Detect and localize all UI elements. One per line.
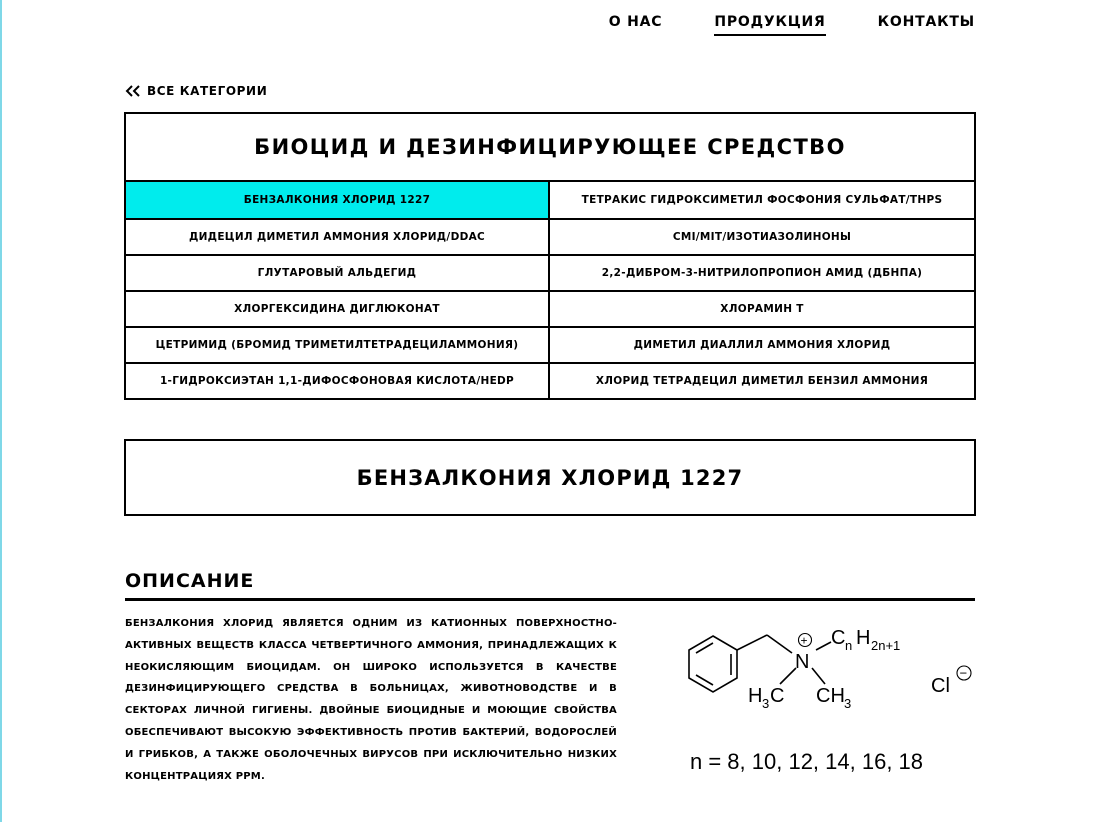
methyl-right: CH <box>816 685 845 707</box>
product-item-dbnpa[interactable]: 2,2-ДИБРОМ-3-НИТРИЛОПРОПИОН АМИД (ДБНПА) <box>550 254 974 290</box>
plus-charge-sign: + <box>800 633 808 648</box>
n-values: n = 8, 10, 12, 14, 16, 18 <box>690 749 924 774</box>
product-item-cmi-mit[interactable]: CMI/MIT/ИЗОТИАЗОЛИНОНЫ <box>550 218 974 254</box>
product-item-chloramine-t[interactable]: ХЛОРАМИН Т <box>550 290 974 326</box>
bonds <box>737 635 831 684</box>
double-chevron-left-icon <box>125 85 141 97</box>
product-item-thps[interactable]: ТЕТРАКИС ГИДРОКСИМЕТИЛ ФОСФОНИЯ СУЛЬФАТ/THPS <box>581 194 943 206</box>
description-text: БЕНЗАЛКОНИЯ ХЛОРИД ЯВЛЯЕТСЯ ОДНИМ ИЗ КАТИОННЫХ ПОВЕРХНОСТНО-АКТИВНЫХ ВЕЩЕСТВ КЛАССА ЧЕТВЕРТИЧНОГО АММОНИЯ, ПРИНАДЛЕЖАЩИХ К НЕОКИСЛЯЮЩИМ БИОЦИДАМ. ОН ШИРОКО ИСПОЛЬЗУЕТСЯ В КАЧЕСТВЕ ДЕЗИНФИЦИРУЮЩЕГО СРЕДСТВА В БОЛЬНИЦАХ, ЖИВОТНОВОДСТВЕ И В СЕКТОРАХ ЛИЧНОЙ ГИГИЕНЫ. ДВОЙНЫЕ БИОЦИДНЫЕ И МОЮЩИЕ СВОЙСТВА ОБЕСПЕЧИВАЮТ ВЫСОКУЮ ЭФФЕКТИВНОСТЬ ПРОТИВ БАКТЕРИЙ, ВОДОРОСЛЕЙ И ГРИБКОВ, А ТАКЖЕ ОБОЛОЧЕЧНЫХ ВИРУСОВ ПРИ ИСКЛЮЧИТЕЛЬНО НИЗКИХ КОНЦЕНТРАЦИЯХ PPM. <box>125 618 617 782</box>
product-title: БЕНЗАЛКОНИЯ ХЛОРИД 1227 <box>124 439 976 516</box>
alkyl-chain-c: C <box>831 627 846 649</box>
product-item-chlorhexidine[interactable]: ХЛОРГЕКСИДИНА ДИГЛЮКОНАТ <box>126 290 550 326</box>
category-panel <box>124 112 976 400</box>
back-to-categories-link[interactable] <box>125 84 267 98</box>
product-item-hedp[interactable]: 1-ГИДРОКСИЭТАН 1,1-ДИФОСФОНОВАЯ КИСЛОТА/HEDP <box>126 362 550 398</box>
structural-formula <box>655 618 985 788</box>
methyl-left-subscript: 3 <box>762 696 770 711</box>
nav-products[interactable]: ПРОДУКЦИЯ <box>714 14 825 36</box>
alkyl-chain-h: H <box>856 627 871 649</box>
product-item-cetrimide[interactable]: ЦЕТРИМИД (БРОМИД ТРИМЕТИЛТЕТРАДЕЦИЛАММОНИЯ) <box>126 326 550 362</box>
window-edge <box>0 0 2 822</box>
product-grid <box>126 182 974 398</box>
minus-charge-sign: − <box>959 665 968 681</box>
product-item-dadmac[interactable]: ДИМЕТИЛ ДИАЛЛИЛ АММОНИЯ ХЛОРИД <box>550 326 974 362</box>
nitrogen-atom: N <box>795 651 810 673</box>
nav-about[interactable]: О НАС <box>608 14 663 30</box>
alkyl-chain-h-subscript: 2n+1 <box>871 638 901 653</box>
nav-contacts[interactable]: КОНТАКТЫ <box>877 14 975 30</box>
main-nav <box>609 14 975 36</box>
product-item-glutaraldehyde[interactable]: ГЛУТАРОВЫЙ АЛЬДЕГИД <box>126 254 550 290</box>
alkyl-chain-c-subscript: n <box>845 638 853 653</box>
methyl-left-c: C <box>770 685 785 707</box>
methyl-right-subscript: 3 <box>844 696 852 711</box>
category-title: БИОЦИД И ДЕЗИНФИЦИРУЮЩЕЕ СРЕДСТВО <box>126 114 974 182</box>
back-link-label: ВСЕ КАТЕГОРИИ <box>147 84 268 98</box>
chloride-ion: Cl <box>931 675 950 697</box>
product-item-ddac[interactable]: ДИДЕЦИЛ ДИМЕТИЛ АММОНИЯ ХЛОРИД/DDAC <box>126 218 550 254</box>
benzene-ring <box>689 636 737 692</box>
methyl-left-h: H <box>748 685 763 707</box>
product-item-tetradecyl-benzyl[interactable]: ХЛОРИД ТЕТРАДЕЦИЛ ДИМЕТИЛ БЕНЗИЛ АММОНИЯ <box>550 362 974 398</box>
product-item-benzalkonium[interactable]: БЕНЗАЛКОНИЯ ХЛОРИД 1227 <box>126 182 550 218</box>
description-heading: ОПИСАНИЕ <box>125 570 975 601</box>
